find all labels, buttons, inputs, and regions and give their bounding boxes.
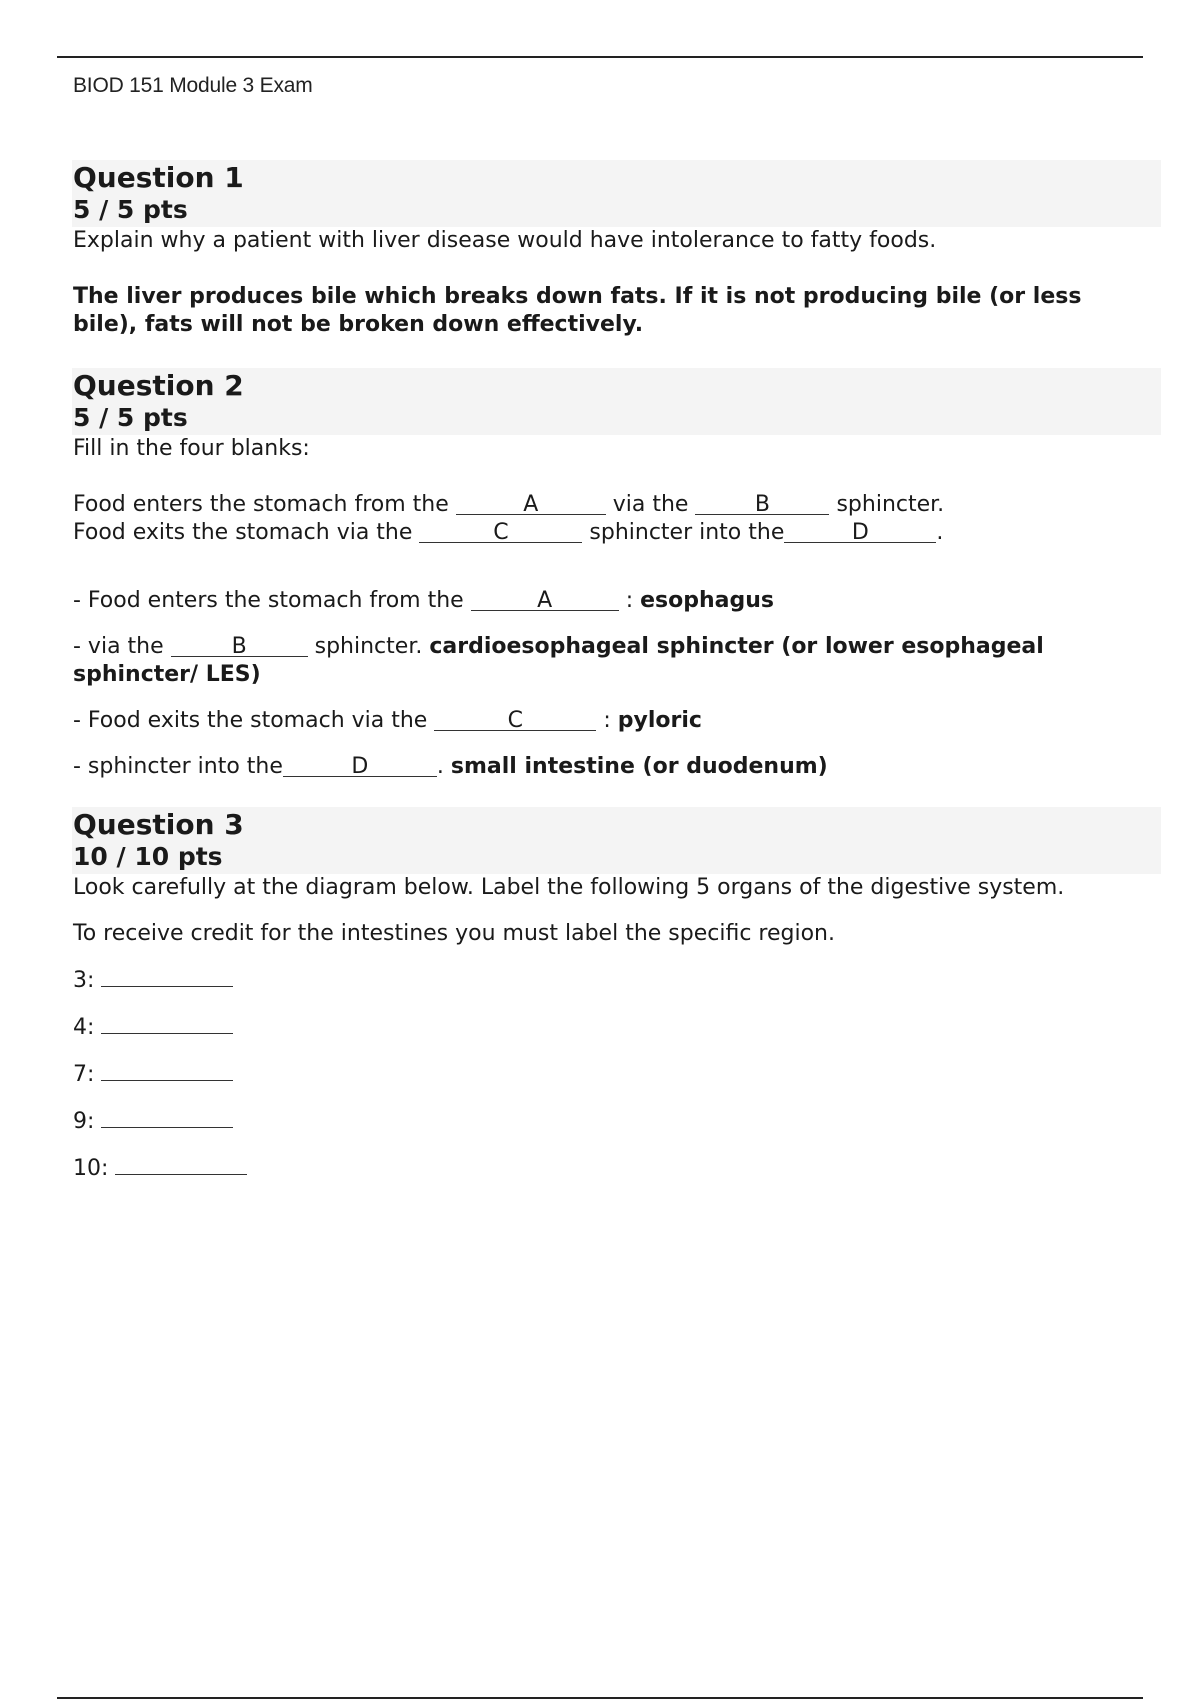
question-2-line-2	[73, 519, 1123, 547]
label-3-text: 3:	[73, 968, 95, 993]
question-1-title: Question 1	[73, 161, 244, 194]
blank-c: C	[419, 520, 582, 543]
answer-c-value: pyloric	[617, 708, 702, 733]
answer-b	[73, 633, 1123, 689]
question-3-header	[72, 807, 1161, 874]
question-2-header	[72, 368, 1161, 435]
label-row-9	[73, 1107, 1123, 1136]
bottom-rule	[57, 1697, 1143, 1699]
label-4-text: 4:	[73, 1015, 95, 1040]
blank-a: A	[456, 492, 606, 515]
answer-d-suffix: .	[436, 754, 451, 779]
answer-a-suffix: :	[618, 588, 641, 613]
answer-b-suffix: sphincter.	[307, 634, 430, 659]
label-row-3	[73, 966, 1123, 995]
blank-d: D	[784, 520, 936, 543]
answer-a	[73, 587, 1123, 615]
question-3-points: 10 / 10 pts	[73, 842, 223, 871]
line-1-text-b: via the	[605, 492, 696, 517]
label-9-line	[101, 1107, 233, 1128]
question-1-prompt: Explain why a patient with liver disease would have intolerance to fatty foods.	[73, 228, 937, 253]
top-rule	[57, 56, 1143, 58]
blank-b: B	[695, 492, 829, 515]
line-2-text-b: sphincter into the	[582, 520, 785, 545]
label-10-text: 10:	[73, 1156, 109, 1181]
label-4-line	[101, 1013, 233, 1034]
answer-c-blank: C	[434, 708, 596, 731]
exam-content	[73, 160, 1123, 1183]
question-2-points: 5 / 5 pts	[73, 403, 188, 432]
answer-a-value: esophagus	[640, 588, 774, 613]
line-2-text-a: Food exits the stomach via the	[73, 520, 420, 545]
question-3-prompt: Look carefully at the diagram below. Label the following 5 organs of the digestive system.	[73, 875, 1065, 900]
answer-d-prefix: - sphincter into the	[73, 754, 283, 779]
answer-d	[73, 753, 1123, 781]
answer-c-suffix: :	[596, 708, 618, 733]
line-1-text-a: Food enters the stomach from the	[73, 492, 456, 517]
answer-c-prefix: - Food exits the stomach via the	[73, 708, 435, 733]
document-header: BIOD 151 Module 3 Exam	[73, 74, 313, 97]
label-9-text: 9:	[73, 1109, 95, 1134]
line-2-text-c: .	[936, 520, 944, 545]
label-row-10	[73, 1154, 1123, 1183]
answer-b-prefix: - via the	[73, 634, 171, 659]
question-1-header	[72, 160, 1161, 227]
question-1-answer: The liver produces bile which breaks down fats. If it is not producing bile (or less bile), fats will not be broken down effectively.	[73, 284, 1082, 337]
question-2-title: Question 2	[73, 369, 244, 402]
label-3-line	[101, 966, 233, 987]
line-1-text-c: sphincter.	[829, 492, 945, 517]
label-7-text: 7:	[73, 1062, 95, 1087]
answer-d-blank: D	[283, 754, 437, 777]
answer-d-value: small intestine (or duodenum)	[450, 754, 828, 779]
label-row-4	[73, 1013, 1123, 1042]
label-row-7	[73, 1060, 1123, 1089]
answer-a-blank: A	[471, 588, 619, 611]
answer-a-prefix: - Food enters the stomach from the	[73, 588, 471, 613]
answer-b-value: cardioesophageal sphincter (or lower esophageal sphincter/ LES)	[73, 634, 1044, 687]
label-10-line	[115, 1154, 247, 1175]
question-1-points: 5 / 5 pts	[73, 195, 188, 224]
label-7-line	[101, 1060, 233, 1081]
question-2-prompt: Fill in the four blanks:	[73, 436, 310, 461]
answer-c	[73, 707, 1123, 735]
answer-b-blank: B	[171, 634, 308, 657]
question-3-title: Question 3	[73, 808, 244, 841]
question-2-line-1	[73, 491, 1123, 519]
question-3-note: To receive credit for the intestines you must label the specific region.	[73, 921, 835, 946]
